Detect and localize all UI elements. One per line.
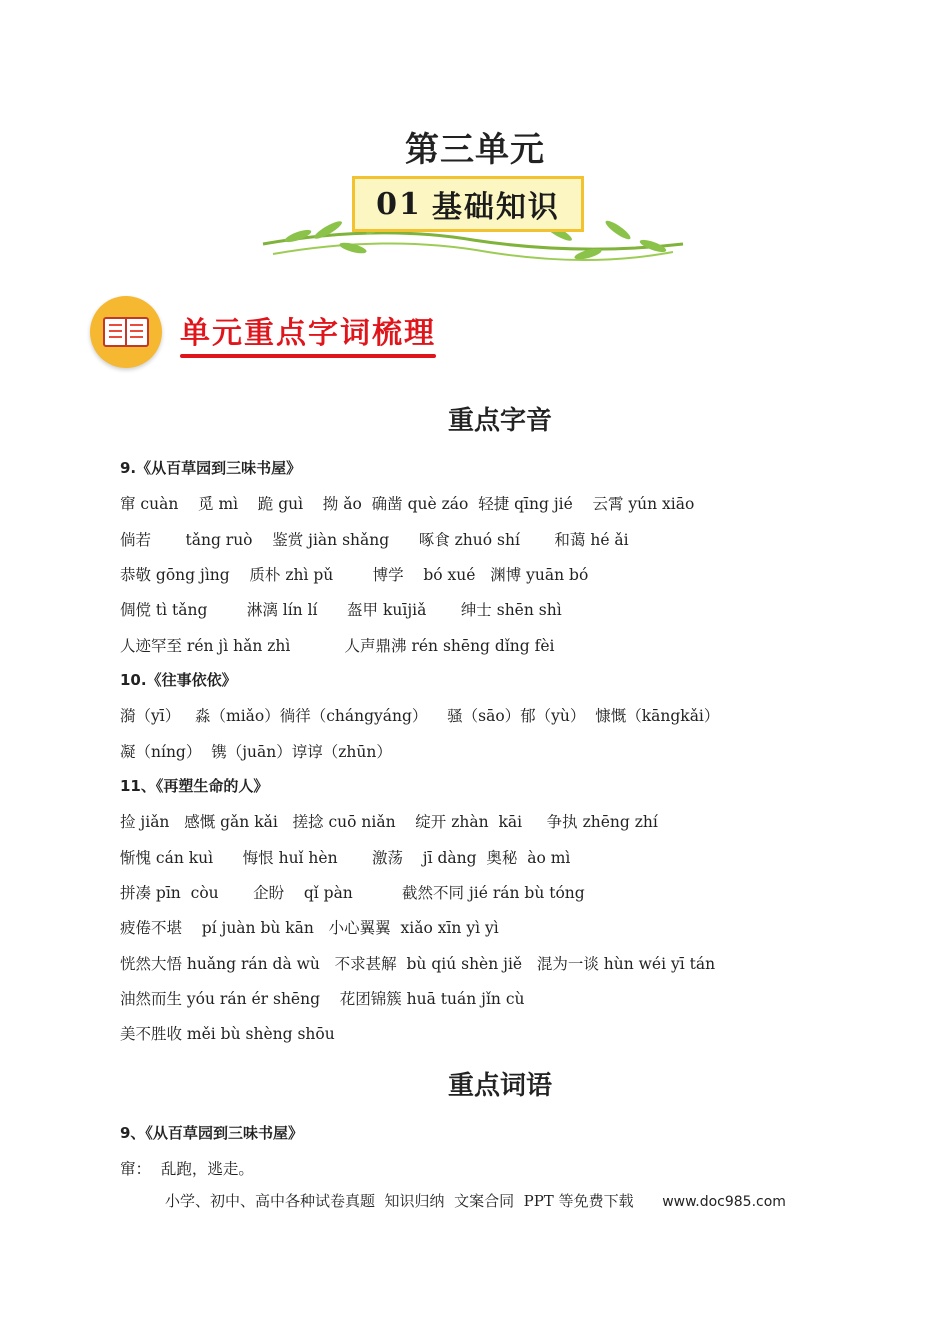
list-item: 恭敬 gōng jìng 质朴 zhì pǔ 博学 bó xué 渊博 yuān bó xyxy=(120,566,589,584)
section-title-text: 单元重点字词梳理 xyxy=(180,316,436,351)
list-item: 倘若 tǎng ruò 鉴赏 jiàn shǎng 啄食 zhuó shí 和蔼 hé ǎi xyxy=(120,531,629,549)
footer xyxy=(165,1190,786,1211)
list-item: 油然而生 yóu rán ér shēng 花团锦簇 huā tuán jǐn cù xyxy=(120,990,525,1008)
list-item: 恍然大悟 huǎng rán dà wù 不求甚解 bù qiú shèn jiě 混为一谈 hùn wéi yī tán xyxy=(120,955,716,973)
list-item: 捡 jiǎn 感慨 gǎn kǎi 搓捻 cuō niǎn 绽开 zhàn kāi 争执 zhēng zhí xyxy=(120,813,658,831)
vocabulary-heading: 重点词语 xyxy=(447,1071,552,1101)
pronunciation-heading: 重点字音 xyxy=(447,406,552,436)
section-banner xyxy=(258,172,688,272)
footer-text: 小学、初中、高中各种试卷真题 知识归纳 文案合同 PPT 等免费下载 xyxy=(165,1192,634,1210)
page-title: 第三单元 xyxy=(405,130,545,170)
section-title-underline xyxy=(180,354,436,358)
list-item: 拼凑 pīn còu 企盼 qǐ pàn 截然不同 jié rán bù tóng xyxy=(120,884,585,902)
banner-label: 基础知识 xyxy=(431,190,560,225)
vocabulary-entry: 窜： 乱跑，逃走。 xyxy=(120,1160,254,1178)
group-title: 11、《再塑生命的人》 xyxy=(120,777,269,795)
list-item: 倜傥 tì tǎng 淋漓 lín lí 盔甲 kuījiǎ 绅士 shēn shì xyxy=(120,601,562,619)
group-title: 9.《从百草园到三味书屋》 xyxy=(120,459,302,477)
group-title: 10.《往事依依》 xyxy=(120,671,237,689)
section-title xyxy=(180,308,436,352)
list-item: 漪（yī） 淼（miǎo）徜徉（chángyáng） 骚（sāo）郁（yù） 慷慨（kāngkǎi） xyxy=(120,707,720,725)
banner-number: 01 xyxy=(376,186,422,222)
footer-link[interactable]: www.doc985.com xyxy=(662,1194,786,1210)
list-item: 凝（níng） 镌（juān）谆谆（zhūn） xyxy=(120,743,392,761)
group-title: 9、《从百草园到三味书屋》 xyxy=(120,1124,303,1142)
banner-box xyxy=(352,176,584,232)
list-item: 美不胜收 měi bù shèng shōu xyxy=(120,1025,335,1043)
book-icon xyxy=(90,296,162,368)
list-item: 疲倦不堪 pí juàn bù kān 小心翼翼 xiǎo xīn yì yì xyxy=(120,919,499,937)
list-item: 窜 cuàn 觅 mì 跪 guì 拗 ǎo 确凿 què záo 轻捷 qīng jié 云霄 yún xiāo xyxy=(120,495,695,513)
list-item: 人迹罕至 rén jì hǎn zhì 人声鼎沸 rén shēng dǐng fèi xyxy=(120,637,555,655)
list-item: 惭愧 cán kuì 悔恨 huǐ hèn 激荡 jī dàng 奥秘 ào mì xyxy=(120,849,571,867)
